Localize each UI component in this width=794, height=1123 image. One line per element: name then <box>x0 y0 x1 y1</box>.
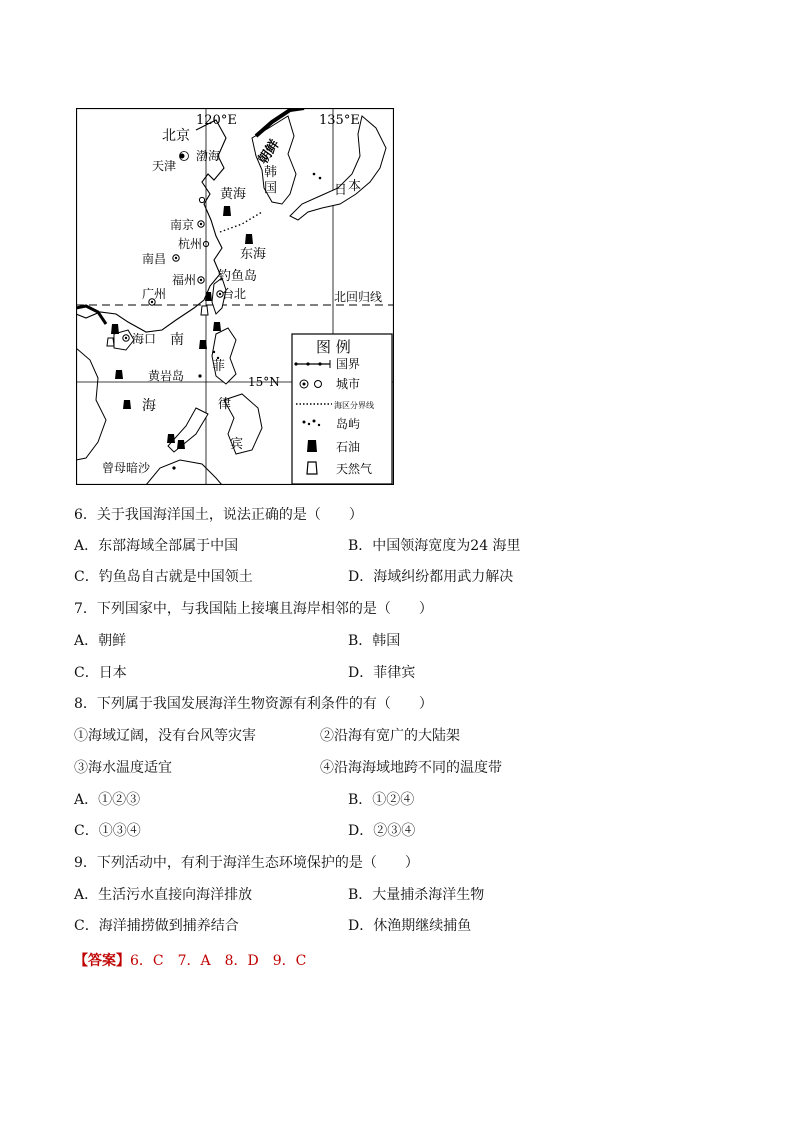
question-9-option-c: C．海洋捕捞做到捕养结合 <box>74 918 239 934</box>
label-guangzhou: 广州 <box>142 287 167 301</box>
map-legend <box>292 334 392 484</box>
label-huanghai: 黄海 <box>220 187 247 202</box>
answer-line <box>74 950 306 970</box>
lon-135-label: 135°E <box>319 113 360 128</box>
question-6-option-b: B．中国领海宽度为24 海里 <box>348 538 521 554</box>
oil-icon <box>123 400 131 409</box>
question-7-option-b: B．韩国 <box>348 633 401 649</box>
question-7-stem: 7．下列国家中，与我国陆上接壤且海岸相邻的是（ ） <box>74 601 433 617</box>
label-diaoyudao: 钓鱼岛 <box>218 269 258 284</box>
label-hai: 海 <box>142 398 156 414</box>
label-fei: 菲 <box>212 359 226 374</box>
label-zengmu: 曾母暗沙 <box>102 461 151 475</box>
huangyan-island-marker <box>198 374 201 377</box>
oil-icon <box>245 234 253 244</box>
label-bohai: 渤海 <box>196 149 221 163</box>
lat-15-label: 15°N <box>248 375 280 389</box>
label-bin: 宾 <box>230 437 244 452</box>
legend-border: 国界 <box>336 357 361 371</box>
question-7-option-c: C．日本 <box>74 665 127 681</box>
answer-tag: 【答案】 <box>74 953 130 969</box>
legend-city: 城市 <box>336 377 361 391</box>
question-9-option-d: D．休渔期继续捕鱼 <box>348 918 472 934</box>
question-8-statement-1: ①海域辽阔，没有台风等灾害 <box>74 728 256 744</box>
label-beijing: 北京 <box>162 128 190 144</box>
label-taibei: 台北 <box>222 287 247 301</box>
label-chaoxian: 朝鲜 <box>255 137 283 168</box>
zengmu-shoal-marker <box>172 466 175 469</box>
question-8-statement-4: ④沿海海域地跨不同的温度带 <box>320 760 502 776</box>
question-8-statement-2: ②沿海有宽广的大陆架 <box>320 728 460 744</box>
label-nan: 南 <box>170 332 184 348</box>
oil-icon <box>167 434 175 443</box>
sea-territory-map <box>76 108 394 485</box>
question-6-option-d: D．海域纠纷都用武力解决 <box>348 569 514 585</box>
legend-title: 图 例 <box>316 338 351 356</box>
legend-island: 岛屿 <box>336 417 361 431</box>
oil-icon <box>223 206 231 216</box>
question-9-stem: 9．下列活动中，有利于海洋生态环境保护的是（ ） <box>74 855 419 871</box>
label-nanjing: 南京 <box>170 218 195 232</box>
legend-gas: 天然气 <box>336 462 373 476</box>
label-haikou: 海口 <box>132 332 157 346</box>
question-6-option-a: A．东部海域全部属于中国 <box>74 538 239 554</box>
question-8-option-a: A．①②③ <box>74 792 141 808</box>
label-riben-1: 日 <box>334 183 348 198</box>
question-8-statement-3: ③海水温度适宜 <box>74 760 172 776</box>
label-hanguo-2: 国 <box>264 181 278 196</box>
question-8-stem: 8．下列属于我国发展海洋生物资源有利条件的有（ ） <box>74 696 433 712</box>
label-fuzhou: 福州 <box>172 273 197 287</box>
question-9-option-b: B．大量捕杀海洋生物 <box>348 887 485 903</box>
oil-icon <box>115 370 123 379</box>
question-8-option-b: B．①②④ <box>348 792 415 808</box>
lon-120-label: 120°E <box>196 113 237 128</box>
question-6-option-c: C．钓鱼岛自古就是中国领土 <box>74 569 253 585</box>
oil-icon <box>111 324 119 334</box>
label-tianjin: 天津 <box>152 159 177 173</box>
question-7-option-a: A．朝鲜 <box>74 633 127 649</box>
label-hanguo-1: 韩 <box>264 165 278 180</box>
legend-oil: 石油 <box>336 440 361 454</box>
question-9-option-a: A．生活污水直接向海洋排放 <box>74 887 253 903</box>
label-riben-2: 本 <box>348 179 362 194</box>
oil-icon <box>213 322 221 331</box>
tropic-label: 北回归线 <box>334 290 383 304</box>
label-donghai: 东海 <box>240 247 267 262</box>
label-nanchang: 南昌 <box>142 252 167 266</box>
question-8-option-d: D．②③④ <box>348 823 416 839</box>
oil-icon <box>177 440 185 449</box>
label-hangzhou: 杭州 <box>178 237 203 251</box>
natural-gas-icon <box>201 306 208 315</box>
natural-gas-icon <box>107 338 114 346</box>
label-lv: 律 <box>218 397 232 412</box>
legend-sea-boundary: 海区分界线 <box>334 401 374 410</box>
answer-text: 6．C 7．A 8．D 9．C <box>130 953 307 969</box>
label-huangyandao: 黄岩岛 <box>148 369 185 383</box>
question-8-option-c: C．①③④ <box>74 823 141 839</box>
oil-icon <box>199 340 207 349</box>
question-6-stem: 6．关于我国海洋国土，说法正确的是（ ） <box>74 507 363 523</box>
question-7-option-d: D．菲律宾 <box>348 665 416 681</box>
oil-icon <box>205 292 212 301</box>
